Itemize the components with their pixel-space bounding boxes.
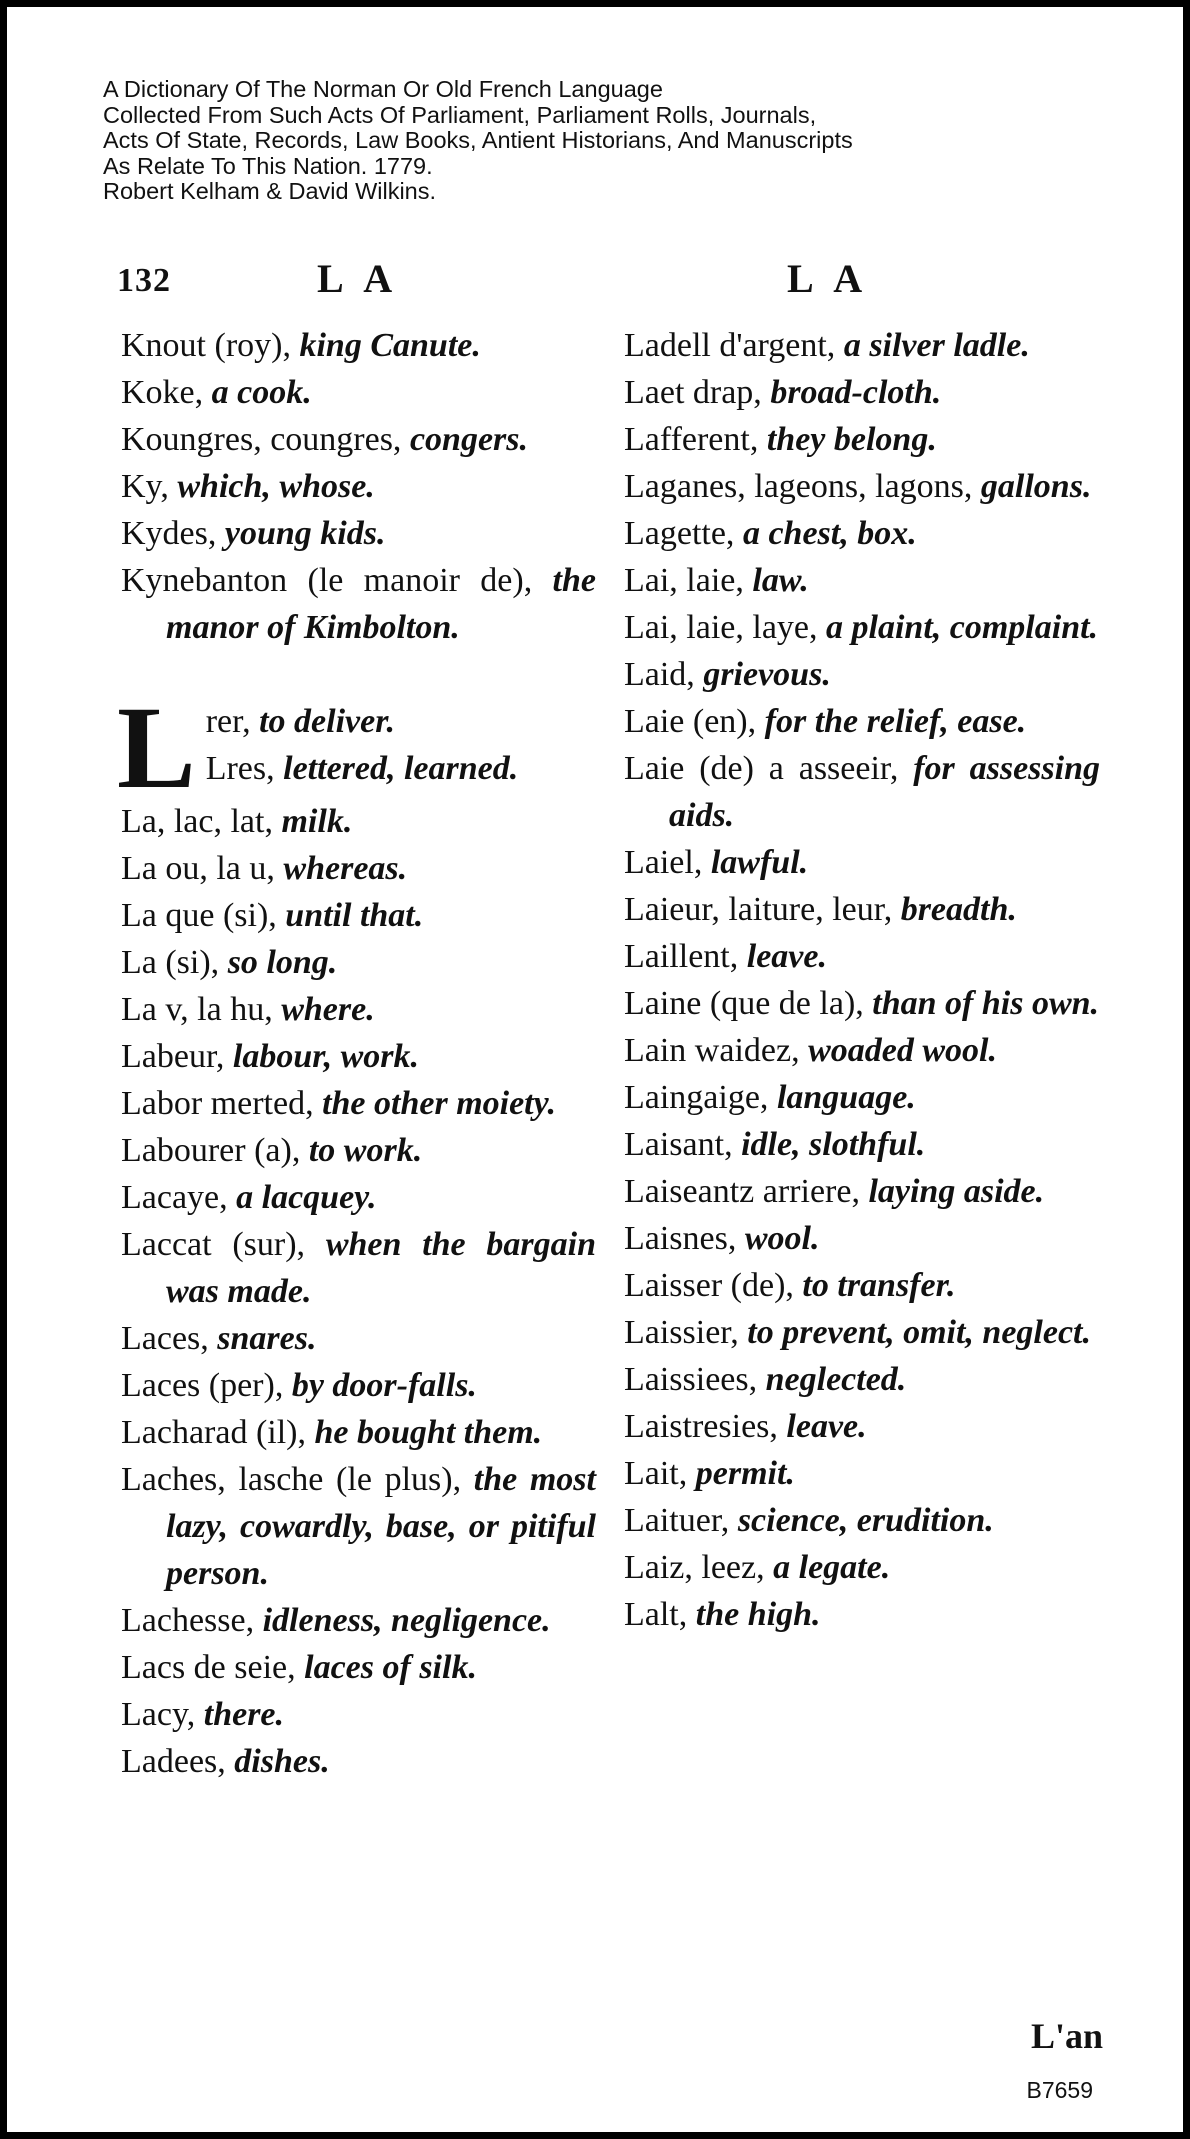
gloss: gallons. bbox=[980, 468, 1092, 505]
headword: Laingaige, bbox=[624, 1079, 777, 1116]
dictionary-entry bbox=[121, 1315, 596, 1362]
headword: Koke, bbox=[121, 374, 212, 411]
headword: Lafferent, bbox=[624, 421, 767, 458]
dictionary-entry bbox=[624, 698, 1100, 745]
dictionary-entry bbox=[121, 1691, 596, 1738]
headword: Lacharad (il), bbox=[121, 1414, 315, 1451]
headword: Laie (en), bbox=[624, 703, 765, 740]
gloss: the high. bbox=[695, 1596, 821, 1633]
gloss: to prevent, omit, neglect. bbox=[747, 1314, 1091, 1351]
gloss: king Canute. bbox=[299, 327, 481, 364]
left-column bbox=[117, 322, 596, 1785]
headword: Laissier, bbox=[624, 1314, 748, 1351]
gloss: they belong. bbox=[766, 421, 937, 458]
dictionary-entry bbox=[121, 939, 596, 986]
gloss: by door-falls. bbox=[291, 1367, 477, 1404]
gloss: to deliver. bbox=[259, 703, 396, 740]
gloss: for assessing aids. bbox=[669, 750, 1100, 834]
headword: rer, bbox=[205, 703, 260, 740]
dictionary-entry bbox=[121, 1644, 596, 1691]
dictionary-entry bbox=[624, 1403, 1100, 1450]
headword: Laie (de) a asseeir, bbox=[624, 750, 914, 787]
gloss: leave. bbox=[746, 938, 827, 975]
headword: Labeur, bbox=[121, 1038, 233, 1075]
gloss: snares. bbox=[217, 1320, 317, 1357]
gloss: the other moiety. bbox=[322, 1085, 556, 1122]
headword: Ladell d'argent, bbox=[624, 327, 844, 364]
headword: Kynebanton (le manoir de), bbox=[121, 562, 553, 599]
gloss: whereas. bbox=[283, 850, 408, 887]
right-entries bbox=[624, 322, 1100, 1638]
gloss: the most lazy, cowardly, base, or pitiful person. bbox=[166, 1461, 596, 1592]
dictionary-entry bbox=[624, 980, 1100, 1027]
gloss: leave. bbox=[786, 1408, 867, 1445]
gloss: science, erudition. bbox=[737, 1502, 994, 1539]
dictionary-entry bbox=[121, 986, 596, 1033]
gloss: congers. bbox=[409, 421, 528, 458]
gloss: law. bbox=[752, 562, 809, 599]
dictionary-entry bbox=[624, 839, 1100, 886]
headword: Koungres, coungres, bbox=[121, 421, 410, 458]
gloss: dishes. bbox=[234, 1743, 330, 1780]
headword: Laiel, bbox=[624, 844, 711, 881]
headword: Labourer (a), bbox=[121, 1132, 309, 1169]
dictionary-entry bbox=[121, 892, 596, 939]
gloss: than of his own. bbox=[872, 985, 1100, 1022]
headword: Laituer, bbox=[624, 1502, 738, 1539]
gloss: labour, work. bbox=[232, 1038, 420, 1075]
dictionary-entry bbox=[121, 322, 596, 369]
headword: Lait, bbox=[624, 1455, 696, 1492]
gloss: a lacquey. bbox=[236, 1179, 377, 1216]
dictionary-entry bbox=[121, 1127, 596, 1174]
headword: Laisser (de), bbox=[624, 1267, 803, 1304]
dictionary-entry bbox=[624, 1450, 1100, 1497]
dictionary-entry bbox=[624, 1074, 1100, 1121]
headword: Lacaye, bbox=[121, 1179, 237, 1216]
gloss: grievous. bbox=[703, 656, 831, 693]
headword: Lai, laie, laye, bbox=[624, 609, 827, 646]
headword: Laiz, leez, bbox=[624, 1549, 774, 1586]
running-head-right: L A bbox=[787, 256, 870, 301]
gloss: the manor of Kimbolton. bbox=[166, 562, 596, 646]
dictionary-entry bbox=[121, 1456, 596, 1597]
dictionary-entry bbox=[624, 1309, 1100, 1356]
dictionary-entry bbox=[624, 604, 1100, 651]
headword: Laganes, lageons, lagons, bbox=[624, 468, 981, 505]
gloss: to transfer. bbox=[802, 1267, 956, 1304]
dictionary-entry bbox=[121, 1033, 596, 1080]
gloss: broad-cloth. bbox=[770, 374, 942, 411]
gloss: to work. bbox=[308, 1132, 423, 1169]
gloss: there. bbox=[203, 1696, 285, 1733]
gloss: a silver ladle. bbox=[843, 327, 1030, 364]
headword: Laid, bbox=[624, 656, 704, 693]
page bbox=[7, 7, 1183, 2132]
dictionary-entry bbox=[624, 1121, 1100, 1168]
headword: Lagette, bbox=[624, 515, 743, 552]
dictionary-entry bbox=[624, 651, 1100, 698]
headword: Laieur, laiture, leur, bbox=[624, 891, 901, 928]
dictionary-entry bbox=[121, 1409, 596, 1456]
headword: Laet drap, bbox=[624, 374, 771, 411]
dictionary-entry bbox=[624, 463, 1100, 510]
dictionary-entry bbox=[624, 745, 1100, 839]
dictionary-entry bbox=[121, 416, 596, 463]
catchword: L'an bbox=[1030, 2016, 1103, 2056]
dictionary-entry bbox=[624, 933, 1100, 980]
gloss: which, whose. bbox=[177, 468, 375, 505]
dictionary-entry bbox=[624, 1168, 1100, 1215]
header-line-2: Collected From Such Acts Of Parliament, Parliament Rolls, Journals, bbox=[103, 101, 817, 128]
headword: Laistresies, bbox=[624, 1408, 787, 1445]
dictionary-entry bbox=[121, 369, 596, 416]
headword: Lai, laie, bbox=[624, 562, 753, 599]
headword: Lain waidez, bbox=[624, 1032, 809, 1069]
dictionary-entry bbox=[624, 557, 1100, 604]
dictionary-entry bbox=[624, 1262, 1100, 1309]
gloss: young kids. bbox=[224, 515, 386, 552]
dictionary-entry bbox=[121, 845, 596, 892]
gloss: he bought them. bbox=[314, 1414, 543, 1451]
headword: La que (si), bbox=[121, 897, 286, 934]
dictionary-entry bbox=[624, 369, 1100, 416]
dictionary-entry bbox=[121, 463, 596, 510]
gloss: until that. bbox=[285, 897, 424, 934]
gloss: a legate. bbox=[773, 1549, 891, 1586]
dictionary-entry bbox=[624, 1497, 1100, 1544]
headword: Laissiees, bbox=[624, 1361, 766, 1398]
headword: Laces (per), bbox=[121, 1367, 292, 1404]
right-column bbox=[624, 322, 1100, 1638]
headword: La v, la hu, bbox=[121, 991, 282, 1028]
dictionary-entry bbox=[624, 886, 1100, 933]
dictionary-entry bbox=[121, 510, 596, 557]
left-entries-before bbox=[121, 322, 596, 651]
headword: Lacy, bbox=[121, 1696, 204, 1733]
dictionary-entry bbox=[624, 1027, 1100, 1074]
gloss: lettered, learned. bbox=[283, 750, 519, 787]
headword: Laches, lasche (le plus), bbox=[121, 1461, 474, 1498]
running-head-left: L A bbox=[317, 256, 400, 301]
dictionary-entry bbox=[121, 1738, 596, 1785]
gloss: for the relief, ease. bbox=[764, 703, 1027, 740]
headword: Lres, bbox=[205, 750, 284, 787]
gloss: language. bbox=[776, 1079, 916, 1116]
dictionary-entry bbox=[121, 557, 596, 651]
headword: Lachesse, bbox=[121, 1602, 263, 1639]
headword: Labor merted, bbox=[121, 1085, 323, 1122]
dictionary-entry bbox=[121, 1221, 596, 1315]
gloss: idleness, negligence. bbox=[262, 1602, 551, 1639]
headword: Lacs de seie, bbox=[121, 1649, 305, 1686]
header-line-1: A Dictionary Of The Norman Or Old French Language bbox=[103, 76, 663, 102]
gloss: a cook. bbox=[211, 374, 312, 411]
gloss: neglected. bbox=[765, 1361, 907, 1398]
dictionary-entry bbox=[624, 1356, 1100, 1403]
headword: Laccat (sur), bbox=[121, 1226, 326, 1263]
gloss: milk. bbox=[281, 803, 353, 840]
headword: La, lac, lat, bbox=[121, 803, 282, 840]
gloss: woaded wool. bbox=[808, 1032, 997, 1069]
header-line-5: Robert Kelham & David Wilkins. bbox=[103, 178, 437, 205]
dictionary-entry bbox=[121, 1080, 596, 1127]
dictionary-entry bbox=[121, 1174, 596, 1221]
headword: Laine (que de la), bbox=[624, 985, 873, 1022]
dictionary-entry bbox=[624, 416, 1100, 463]
drop-cap: L bbox=[117, 682, 196, 813]
headword: Laces, bbox=[121, 1320, 218, 1357]
gloss: permit. bbox=[695, 1455, 795, 1492]
header-line-4: As Relate To This Nation. 1779. bbox=[103, 152, 433, 179]
gloss: when the bargain was made. bbox=[166, 1226, 596, 1310]
drop-cap-section bbox=[117, 682, 596, 813]
headword: Laiseantz arriere, bbox=[624, 1173, 869, 1210]
headword: La ou, la u, bbox=[121, 850, 284, 887]
headword: Laisant, bbox=[624, 1126, 742, 1163]
left-entries-after bbox=[121, 798, 596, 1785]
headword: Kydes, bbox=[121, 515, 225, 552]
dictionary-entry bbox=[624, 510, 1100, 557]
header-block bbox=[103, 77, 853, 205]
page-number: 132 bbox=[117, 262, 171, 299]
dictionary-entry bbox=[121, 1597, 596, 1644]
headword: Knout (roy), bbox=[121, 327, 300, 364]
dictionary-entry bbox=[624, 1591, 1100, 1638]
header-line-3: Acts Of State, Records, Law Books, Antient Historians, And Manuscripts bbox=[103, 127, 853, 154]
dictionary-entry bbox=[624, 1215, 1100, 1262]
gloss: wool. bbox=[744, 1220, 820, 1257]
dictionary-entry bbox=[121, 1362, 596, 1409]
gloss: laying aside. bbox=[868, 1173, 1045, 1210]
headword: Lalt, bbox=[624, 1596, 696, 1633]
gloss: where. bbox=[281, 991, 375, 1028]
gloss: laces of silk. bbox=[304, 1649, 477, 1686]
gloss: so long. bbox=[227, 944, 338, 981]
document-code: B7659 bbox=[1026, 2077, 1093, 2103]
gloss: breadth. bbox=[900, 891, 1017, 928]
headword: Ladees, bbox=[121, 1743, 235, 1780]
dictionary-entry bbox=[624, 322, 1100, 369]
headword: Laisnes, bbox=[624, 1220, 745, 1257]
headword: Ky, bbox=[121, 468, 178, 505]
gloss: a chest, box. bbox=[742, 515, 917, 552]
gloss: a plaint, complaint. bbox=[826, 609, 1099, 646]
gloss: lawful. bbox=[710, 844, 809, 881]
dictionary-entry bbox=[624, 1544, 1100, 1591]
gloss: idle, slothful. bbox=[741, 1126, 926, 1163]
headword: Laillent, bbox=[624, 938, 747, 975]
headword: La (si), bbox=[121, 944, 228, 981]
